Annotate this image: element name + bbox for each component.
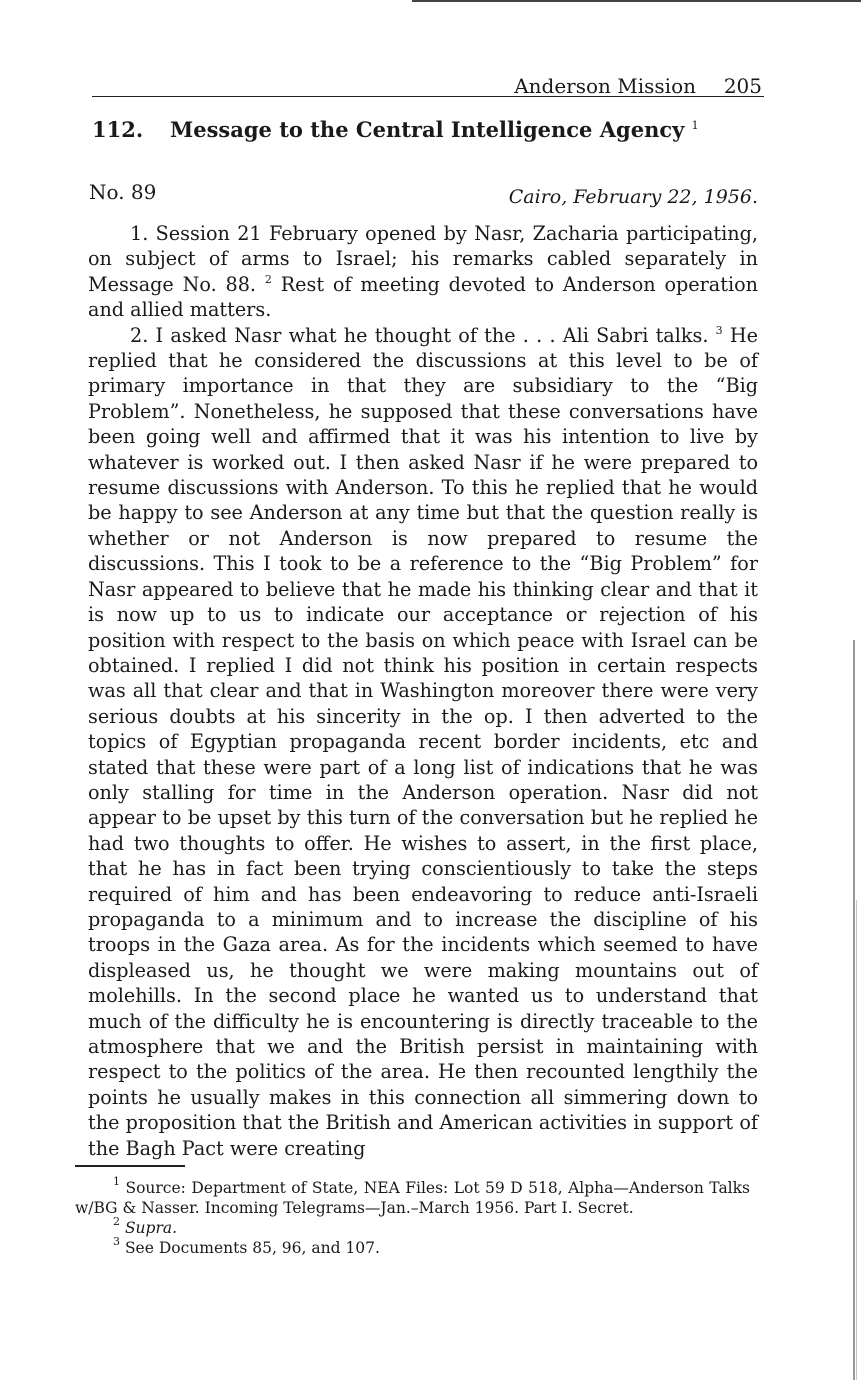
document-heading <box>92 116 772 144</box>
footnote-2 <box>75 1215 750 1238</box>
footnote-3 <box>75 1235 750 1258</box>
paragraph-text: He replied that he considered the discussions at this level to be of primary importance in that they are subsidiary to the “Big Problem”. Nonetheless, he supposed that these conversations have been going well and affirmed that it was his intention to live by whatever is worked out. I then asked Nasr if he were prepared to resume discussions with Anderson. To this he replied that he would be happy to see Anderson at any time but that the question really is whether or not Anderson is now prepared to resume the discussions. This I took to be a reference to the “Big Problem” for Nasr appeared to believe that he made his thinking clear and that it is now up to us to indicate our acceptance or rejection of his position with respect to the basis on which peace with Israel can be obtained. I replied I did not think his position in certain respects was all that clear and that in Washington moreover there were very serious doubts at his sincerity in the op. I then adverted to the topics of Egyptian propaganda recent border incidents, etc and stated that these were part of a long list of indications that he was only stalling for time in the Anderson operation. Nasr did not appear to be upset by this turn of the conversation but he replied he had two thoughts to offer. He wishes to assert, in the first place, that he has in fact been trying conscientiously to take the steps required of him and has been endeavoring to reduce anti-Israeli propaganda to a minimum and to increase the discipline of his troops in the Gaza area. As for the incidents which seemed to have displeased us, he thought we were making mountains out of molehills. In the second place he wanted us to understand that much of the difficulty he is encountering is directly traceable to the atmosphere that we and the British persist in maintaining with respect to the politics of the area. He then recounted lengthily the points he usually makes in this connection all simmering down to the proposition that the British and American activities in support of the Bagh Pact were creating <box>88 323 758 1160</box>
document-title: Message to the Central Intelligence Agency <box>170 117 685 142</box>
paragraph-2 <box>88 323 758 1161</box>
footnote-number: 3 <box>113 1235 120 1248</box>
paragraph-1 <box>88 221 758 323</box>
footnote-ref: 1 <box>691 119 699 132</box>
message-number: No. 89 <box>89 180 157 204</box>
footnote-text: Source: Department of State, NEA Files: Lot 59 D 518, Alpha—Anderson Talks w/BG & Nasser. Incoming Telegrams—Jan.–March 1956. Part I. Secret. <box>75 1179 750 1217</box>
footnote-ref: 3 <box>715 323 723 337</box>
document-number: 112. <box>92 117 144 142</box>
paragraph-text: 1. Session 21 February opened by Nasr, Zacharia participating, on subject of arms to Israel; his remarks cabled separately in Message No. 88. <box>88 222 758 296</box>
footnote-number: 1 <box>113 1175 120 1188</box>
footnote-text: Supra. <box>124 1219 178 1237</box>
document-body <box>88 221 758 1161</box>
footnote-number: 2 <box>113 1215 120 1228</box>
footnote-separator <box>75 1165 185 1167</box>
dateline: Cairo, February 22, 1956. <box>508 186 758 208</box>
footnote-text: See Documents 85, 96, and 107. <box>124 1239 380 1257</box>
running-header-section: Anderson Mission <box>514 74 696 98</box>
paragraph-text: Rest of meeting devoted to Anderson operation and allied matters. <box>88 272 759 322</box>
footnotes <box>75 1175 750 1258</box>
footnote-ref: 2 <box>264 272 272 286</box>
paragraph-text: 2. I asked Nasr what he thought of the . . . Ali Sabri talks. <box>130 323 709 347</box>
page-number: 205 <box>723 74 762 98</box>
page-right-edge-shadow <box>856 900 857 1380</box>
footnote-1 <box>75 1175 750 1218</box>
page-top-edge <box>412 0 861 2</box>
running-header <box>92 74 764 97</box>
page-right-edge <box>853 640 855 1380</box>
